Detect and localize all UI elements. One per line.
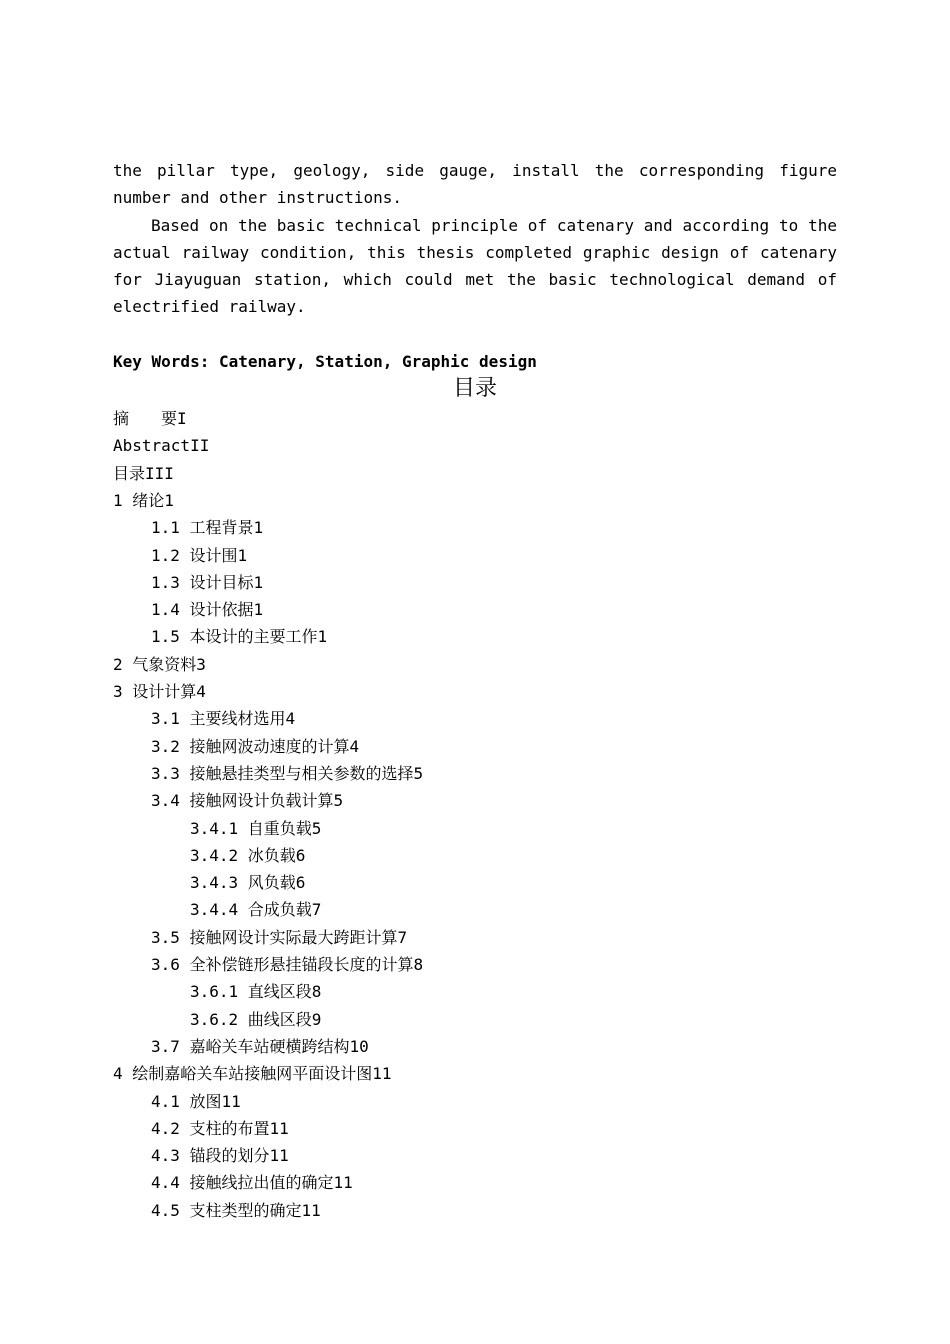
toc-entry-number: 4.2 <box>151 1118 180 1138</box>
toc-entry-number: 3.4.4 <box>190 900 239 920</box>
toc-entry-title: 合成负载 <box>247 900 312 920</box>
toc-entry-number: 2 <box>113 654 123 674</box>
toc-entry-page: 8 <box>413 955 424 975</box>
toc-entry-number: 3.3 <box>151 763 180 783</box>
toc-entry-page: 1 <box>164 490 174 510</box>
toc-entry-title: 锚段的划分 <box>189 1146 270 1166</box>
table-of-contents <box>113 405 837 1224</box>
toc-entry-title: 设计围 <box>189 545 238 565</box>
toc-entry[interactable] <box>113 815 837 842</box>
toc-entry-page: 10 <box>349 1036 369 1056</box>
toc-entry[interactable] <box>113 924 837 951</box>
toc-entry-number: 3.5 <box>151 927 180 947</box>
toc-entry-title: 曲线区段 <box>247 1009 312 1029</box>
toc-entry[interactable] <box>113 432 837 459</box>
toc-entry-page: 1 <box>317 627 328 647</box>
toc-entry[interactable] <box>113 569 837 596</box>
toc-entry-page: 5 <box>413 763 424 783</box>
toc-entry[interactable] <box>113 1197 837 1224</box>
toc-entry[interactable] <box>113 678 837 705</box>
toc-entry-page: 11 <box>269 1118 289 1138</box>
toc-entry-number: 4.3 <box>151 1146 180 1166</box>
toc-entry-page: 3 <box>196 654 206 674</box>
toc-entry[interactable] <box>113 487 837 514</box>
toc-entry[interactable] <box>113 514 837 541</box>
toc-entry[interactable] <box>113 596 837 623</box>
toc-entry-page: 6 <box>295 845 306 865</box>
toc-entry-number: 3.1 <box>151 709 180 729</box>
toc-entry[interactable] <box>113 842 837 869</box>
toc-entry-page: 5 <box>311 818 322 838</box>
toc-entry-page: 11 <box>301 1200 321 1220</box>
toc-entry[interactable] <box>113 405 837 432</box>
toc-entry-number: 3.6 <box>151 955 180 975</box>
toc-entry-title: 绘制嘉峪关车站接触网平面设计图 <box>132 1064 373 1084</box>
toc-entry-number: 1.2 <box>151 545 180 565</box>
toc-entry-title: 本设计的主要工作 <box>189 627 318 647</box>
toc-entry[interactable] <box>113 951 837 978</box>
keywords-line: Key Words: Catenary, Station, Graphic design <box>113 351 537 371</box>
toc-entry-number: 3.6.2 <box>190 1009 239 1029</box>
toc-entry-title: 接触线拉出值的确定 <box>189 1173 334 1193</box>
toc-entry[interactable] <box>113 460 837 487</box>
toc-entry[interactable] <box>113 1115 837 1142</box>
toc-entry-page: 4 <box>349 736 360 756</box>
toc-entry-title: 自重负载 <box>247 818 312 838</box>
toc-entry-page: 1 <box>253 572 264 592</box>
toc-entry-title: 支柱类型的确定 <box>189 1200 302 1220</box>
toc-entry-title: 接触网设计负载计算 <box>189 791 334 811</box>
toc-entry-number: 3.2 <box>151 736 180 756</box>
toc-entry[interactable] <box>113 869 837 896</box>
toc-entry-page: 11 <box>269 1146 289 1166</box>
toc-entry-page: 11 <box>372 1064 392 1084</box>
toc-entry[interactable] <box>113 978 837 1005</box>
toc-entry-number: 3.4.3 <box>190 873 239 893</box>
toc-entry-page: 7 <box>397 927 408 947</box>
toc-entry-title: 直线区段 <box>247 982 312 1002</box>
toc-entry-number: 3.4.1 <box>190 818 239 838</box>
toc-entry[interactable] <box>113 896 837 923</box>
document-page <box>113 157 837 1224</box>
toc-entry-page: 4 <box>196 682 206 702</box>
toc-entry-page: 11 <box>333 1173 353 1193</box>
toc-entry-title: 接触网波动速度的计算 <box>189 736 350 756</box>
toc-entry-title: 全补偿链形悬挂锚段长度的计算 <box>189 955 414 975</box>
toc-entry[interactable] <box>113 1142 837 1169</box>
toc-entry-page: 4 <box>285 709 296 729</box>
toc-entry[interactable] <box>113 1006 837 1033</box>
toc-entry[interactable] <box>113 623 837 650</box>
abstract-continuation: the pillar type, geology, side gauge, install the corresponding figure number and other instructions. <box>113 161 837 208</box>
toc-entry-title: 嘉峪关车站硬横跨结构 <box>189 1036 350 1056</box>
toc-entry-number: 4.4 <box>151 1173 180 1193</box>
toc-entry-page: II <box>190 436 210 456</box>
toc-entry[interactable] <box>113 651 837 678</box>
toc-entry-number: 4.1 <box>151 1091 180 1111</box>
toc-entry-number: 1.5 <box>151 627 180 647</box>
toc-entry-number: 1 <box>113 490 123 510</box>
toc-title: 目录 <box>452 376 497 402</box>
toc-entry-number: 3 <box>113 682 123 702</box>
toc-entry-number: 3.4 <box>151 791 180 811</box>
toc-entry[interactable] <box>113 1060 837 1087</box>
toc-entry-page: 8 <box>311 982 322 1002</box>
abstract-paragraph: Based on the basic technical principle of catenary and according to the actual railway condition, this thesis completed graphic design of catenary for Jiayuguan station, which could met the basic technological demand of electrified railway. <box>113 215 837 317</box>
toc-entry-page: I <box>177 409 187 429</box>
toc-entry[interactable] <box>113 1088 837 1115</box>
toc-entry-page: 6 <box>295 873 306 893</box>
toc-entry[interactable] <box>113 787 837 814</box>
toc-entry-title: 工程背景 <box>189 518 254 538</box>
toc-entry[interactable] <box>113 1033 837 1060</box>
toc-entry-number: 4 <box>113 1064 123 1084</box>
toc-entry-number: 1.3 <box>151 572 180 592</box>
toc-entry-title: 摘 要 <box>113 409 178 429</box>
toc-entry-page: 11 <box>221 1091 241 1111</box>
toc-entry[interactable] <box>113 733 837 760</box>
toc-entry-title: 接触悬挂类型与相关参数的选择 <box>189 763 414 783</box>
toc-entry-title: 接触网设计实际最大跨距计算 <box>189 927 398 947</box>
toc-entry-title: 风负载 <box>247 873 296 893</box>
toc-entry-page: 5 <box>333 791 344 811</box>
toc-entry-page: 1 <box>237 545 248 565</box>
toc-entry-page: 7 <box>311 900 322 920</box>
toc-entry[interactable] <box>113 705 837 732</box>
toc-entry-title: 绪论 <box>132 490 165 510</box>
toc-entry-title: 放图 <box>189 1091 222 1111</box>
toc-entry-number: 3.6.1 <box>190 982 239 1002</box>
toc-entry-number: 4.5 <box>151 1200 180 1220</box>
toc-entry-title: 设计目标 <box>189 572 254 592</box>
toc-entry-title: 气象资料 <box>132 654 197 674</box>
toc-entry-page: 1 <box>253 518 264 538</box>
toc-entry-number: 1.1 <box>151 518 180 538</box>
toc-entry-number: 3.7 <box>151 1036 180 1056</box>
toc-entry-number: 1.4 <box>151 600 180 620</box>
toc-entry[interactable] <box>113 1169 837 1196</box>
toc-entry[interactable] <box>113 542 837 569</box>
toc-entry-title: Abstract <box>113 436 191 456</box>
toc-entry-title: 主要线材选用 <box>189 709 286 729</box>
toc-entry-page: 9 <box>311 1009 322 1029</box>
toc-entry-title: 设计计算 <box>132 682 197 702</box>
toc-entry-title: 支柱的布置 <box>189 1118 270 1138</box>
toc-entry-page: 1 <box>253 600 264 620</box>
toc-entry-number: 3.4.2 <box>190 845 239 865</box>
toc-entry-title: 设计依据 <box>189 600 254 620</box>
toc-entry-title: 冰负载 <box>247 845 296 865</box>
toc-entry-title: 目录 <box>113 463 146 483</box>
toc-entry-page: III <box>145 463 174 483</box>
toc-entry[interactable] <box>113 760 837 787</box>
